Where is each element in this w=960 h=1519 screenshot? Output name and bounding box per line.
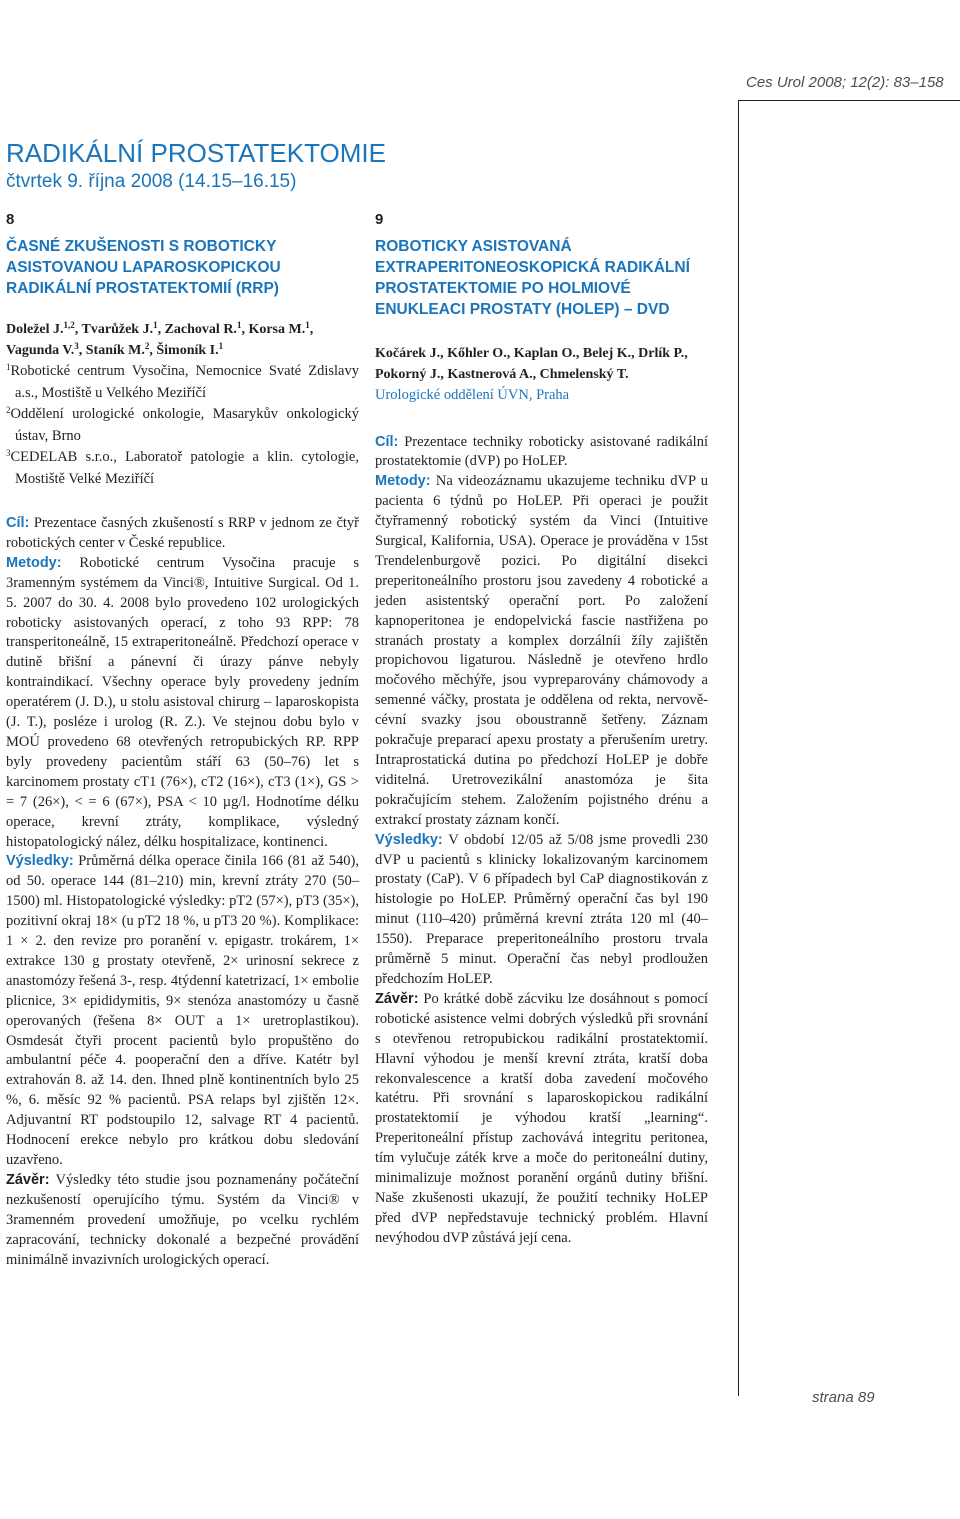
affiliation-item: $^3$CEDELAB s.r.o., Laboratoř patologie a klin. cytologie, Mostiště Velké Meziříčí [6,448,359,487]
results-label: Výsledky: [375,831,443,848]
author: , Šimoník I. [149,343,219,358]
author: , Tvarůžek J. [74,322,154,337]
conclusion-paragraph: Závěr: Výsledky této studie jsou poznamenány počáteční nezkušeností operujícího týmu. Systém da Vinci® v 3ramenném provedení umožňuje, po vcelku rychlém zapracování, technicky dokonalé a bezpečné provádění minimálně invazivních urologických operací. [6,1171,359,1268]
abstract-9 [375,210,708,1249]
methods-label: Metody: [375,473,431,490]
author: , Zachoval R. [157,322,237,337]
author: , Vagunda V. [6,322,314,358]
affiliation-item: $^1$Robotické centrum Vysočina, Nemocnice Svaté Zdislavy a.s., Mostiště u Velkého Meziříčí [6,362,359,401]
conclusion-label: Závěr: [375,990,419,1007]
methods-paragraph: Metody: Na videozáznamu ukazujeme techniku dVP u pacienta 6 týdnů po HoLEP. Při operaci je použit čtyřramenný robotický systém da Vinci (Intuitive Surgical, Kalifornia, USA). Operace je prováděna v 15st Trendelenburgově pozici. Po digitální disekci preperitoneálního prostoru jsou zavedeny 4 robotické a jeden asistentský operační port. Po založení kapnoperitonea je endopelvická fascie nastřižena po stranách prostaty a komplex dorzálníi žíly zajištěn propichovou ligaturou. Následně je otevřeno hrdlo močového měchýře, jsou vypreparovány chámovody a semenné váčky, prostata je oddělena od rekta, nervově-cévní svazky jsou oboustranně šetřeny. Záznam pokračuje preparací apexu prostaty a přerušením uretry. Intraprostatická dutina po předchozí HoLEP je dobře viditelná. Uretrovezikální anastomóza je šita pokračujícím stehem. Založením pojistného drénu a extrakcí prostaty záznam končí. [375,473,708,828]
affiliation: Urologické oddělení ÚVN, Praha [375,387,570,403]
aim-label: Cíl: [6,515,30,531]
abstract-number: 8 [6,211,15,228]
results-label: Výsledky: [6,853,74,870]
author-list: Doležel J.$^{1,2}$, Tvarůžek J.$^1$, Zachoval R.$^1$, Korsa M.$^1$, Vagunda V.$^3$, Staník M.$^2$, Šimoník I.$^1$ [6,320,314,358]
results-paragraph: Výsledky: V období 12/05 až 5/08 jsme provedli 230 dVP u pacientů s klinicky lokalizovaným karcinomem prostaty (CaP). V 6 případech byl CaP diagnostikován z histologie po HoLEP. Průměrný operační čas byl 190 minut (110–420) průměrná krevní ztráta 120 ml (40–1550). Preparace preperitoneálního prostoru trvala průměrně 5 minut. Operační čas nebyl prodloužen předchozím HoLEP. [375,831,708,987]
abstract-number: 9 [375,211,384,228]
abstract-body [375,433,708,1249]
abstract-title: ČASNÉ ZKUŠENOSTI S ROBOTICKY ASISTOVANOU LAPAROSKOPICKOU RADIKÁLNÍ PROSTATEKTOMIÍ (RRP) [6,238,281,297]
abstract-8 [6,210,359,1270]
methods-label: Metody: [6,554,62,571]
author-list: Kočárek J., Kőhler O., Kaplan O., Belej K., Drlík P., Pokorný J., Kastnerová A., Chmelenský T. [375,346,688,382]
aim-paragraph: Cíl: Prezentace časných zkušeností s RRP v jednom ze čtyř robotických center v České republice. [6,515,359,551]
conclusion-paragraph: Závěr: Po krátké době zácviku lze dosáhnout s pomocí robotické asistence velmi dobrých výsledků při srovnání s otevřenou retropubickou radikální prostatektomií. Hlavní výhodou je menší krevní ztráta, kratší doba rekonvalescence a kratší doba zavedení močového katétru. Při srovnání s laparoskopickou radikální prostatektomií je výhodou kratší „learning“. Preperitoneální přístup zachovává integritu peritonea, tím vylučuje záték krve a moče do peritoneální dutiny, minimalizuje možnost poranění orgánů dutiny břišní. Naše zkušenosti ukazují, že použití techniky HoLEP před dVP nepředstavuje technický problém. Hlavní nevýhodou dVP zůstává její cena. [375,990,708,1246]
author: , Korsa M. [241,322,306,337]
methods-paragraph: Metody: Robotické centrum Vysočina pracuje s 3ramenným systémem da Vinci®, Intuitive Surgical. Od 1. 5. 2007 do 30. 4. 2008 bylo provedeno 102 urologických roboticky asistovaných operací, z toho 93 RPP: 78 transperitoneálně, 15 extraperitoneálně. Předchozí operace v dutině břišní a pánevní či úrazy pánve nebyly kontraindikací. Všechny operace byly provedeny jedním operatérem (J. D.), u stolu asistoval chirurg – laparoskopista (J. T.), posléze i urolog (R. Z.). Ve stejnou dobu bylo v MOÚ provedeno 68 otevřených retropubických RP. RPP byly provedeny pacientům stáří 63 (50–76) let s karcinomem prostaty cT1 (76×), cT2 (16×), cT3 (1×), GS > = 7 (26×), < = 6 (67×), PSA < 10 µg/l. Hodnotíme délku operace, krevní ztráty, komplikace, výsledný histopatologický nález, délku hospitalizace, kontinenci. [6,554,359,850]
page-number: strana 89 [812,1389,875,1406]
author: Doležel J. [6,322,64,337]
journal-reference: Ces Urol 2008; 12(2): 83–158 [746,74,944,91]
section-subtitle: čtvrtek 9. října 2008 (14.15–16.15) [6,171,297,192]
margin-rule-horizontal [738,100,960,101]
affiliation-item: $^2$Oddělení urologické onkologie, Masarykův onkologický ústav, Brno [6,405,359,444]
results-paragraph: Výsledky: Průměrná délka operace činila 166 (81 až 540), od 50. operace 144 (81–210) min, krevní ztráty 270 (50–1500) ml. Histopatologické výsledky: pT2 (57×), pT3 (35×), pozitivní okraj 18× (u pT2 18 %, u pT3 20 %). Komplikace: 1 × 2. den revize pro poranění v. epigastr. trokárem, 1× extrakce 130 g prostaty otevřeně, 2× urinosní sekrece z anastomózy řešená 3-, resp. 4týdenní katetrizací, 1× embolie plicnice, 3× epididymitis, 9× stenóza anastomózy u časně operovaných (řešena 8× OUT a 1× uretroplastikou). Osmdesát čtyři procent pacientů bylo propuštěno do ambulantní péče 4. pooperační den a dříve. Katétr byl extrahován 8. až 14. den. Ihned plně kontinentních bylo 25 %, 6. měsíc 92 % pacientů. PSA relaps byl zjištěn 12×. Adjuvantní RT podstoupilo 12, salvage RT 4 pacientů. Hodnocení erekce nebylo pro krátkou dobu sledování uzavřeno. [6,853,359,1168]
affiliation-list [6,361,359,490]
aim-label: Cíl: [375,433,399,450]
abstract-body [6,514,359,1270]
margin-rule-vertical [738,100,739,1396]
conclusion-label: Závěr: [6,1171,50,1188]
section-title: RADIKÁLNÍ PROSTATEKTOMIE [6,138,386,168]
author: , Staník M. [78,343,145,358]
aim-paragraph: Cíl: Prezentace techniky roboticky asistované radikální prostatektomie (dVP) po HoLEP. [375,433,708,470]
abstract-title: ROBOTICKY ASISTOVANÁ EXTRAPERITONEOSKOPICKÁ RADIKÁLNÍ PROSTATEKTOMIE PO HOLMIOVÉ ENUKLEACI PROSTATY (HOLEP) – DVD [375,238,690,318]
